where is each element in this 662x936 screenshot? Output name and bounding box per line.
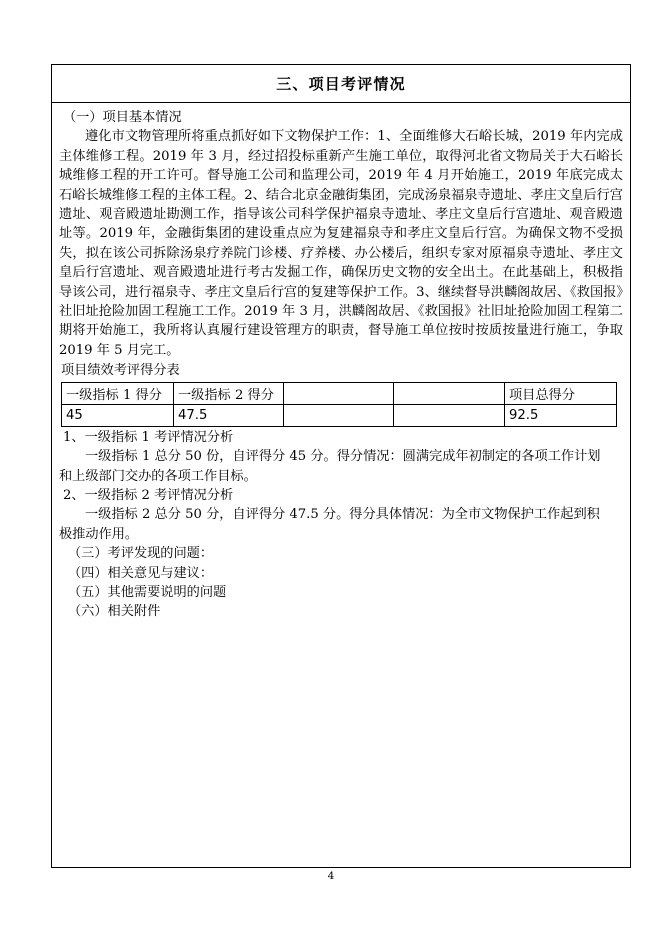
analysis-paragraph-indicator-1-line-1: 一级指标 1 总分 50 份，自评得分 45 分。得分情况：圆满完成年初制定的各项工作计划 [85, 449, 601, 465]
table-header-cell-5: 项目总得分 [505, 382, 617, 404]
table-value-cell-5: 92.5 [505, 404, 617, 426]
analysis-heading-indicator-1: 1、一级指标 1 考评情况分析 [63, 429, 234, 445]
table-header-cell-4 [394, 382, 505, 404]
analysis-paragraph-indicator-2-line-2: 极推动作用。 [59, 526, 139, 542]
analysis-heading-indicator-2: 2、一级指标 2 考评情况分析 [63, 487, 234, 503]
section-heading-problems-found: （三）考评发现的问题： [68, 546, 214, 562]
section-heading-opinions-suggestions: （四）相关意见与建议： [68, 565, 214, 581]
section-heading-basic-info: （一）项目基本情况 [63, 110, 182, 125]
table-row-values [62, 404, 617, 426]
table-header-cell-2: 一级指标 2 得分 [174, 382, 284, 404]
analysis-paragraph-indicator-1-line-2: 和上级部门交办的各项工作目标。 [59, 468, 257, 484]
section-paragraph-basic-info: 遵化市文物管理所将重点抓好如下文物保护工作：1、全面维修大石峪长城，2019 年内完成主体维修工程。2019 年 3 月，经过招投标重新产生施工单位，取得河北省文物局关于大石峪长城维修工程的开工许可。督导施工公司和监理公司，2019 年 4 月开始施工，2019 年底完成太石峪长城维修工程的主体工程。2、结合北京金融街集团，完成汤泉福泉寺遗址、孝庄文皇后行宫遗址、观音殿遗址勘测工作，指导该公司科学保护福泉寺遗址、孝庄文皇后行宫遗址、观音殿遗址等。2019 年，金融街集团的建设重点应为复建福泉寺和孝庄文皇后行宫。为确保文物不受损失，拟在该公司拆除汤泉疗养院门诊楼、疗养楼、办公楼后，组织专家对原福泉寺遗址、孝庄文皇后行宫遗址、观音殿遗址进行考古发掘工作，确保历史文物的安全出土。在此基础上，积极指导该公司，进行福泉寺、孝庄文皇后行宫的复建等保护工作。3、继续督导洪麟阁故居、《救国报》社旧址抢险加固工程施工工作。2019 年 3 月，洪麟阁故居、《救国报》社旧址抢险加固工程第二期将开始施工，我所将认真履行建设管理方的职责，督导施工单位按时按质按量进行施工，争取 2019 年 5 月完工。 [59, 129, 623, 358]
score-table-caption: 项目绩效考评得分表 [61, 363, 180, 379]
table-value-cell-2: 47.5 [174, 404, 284, 426]
table-value-cell-1: 45 [62, 404, 174, 426]
section-heading-other-notes: （五）其他需要说明的问题 [68, 584, 227, 600]
page-title: 三、项目考评情况 [276, 75, 406, 93]
analysis-paragraph-indicator-2-line-1: 一级指标 2 总分 50 分，自评得分 47.5 分。得分具体情况：为全市文物保护工作起到积 [85, 507, 600, 523]
table-header-cell-1: 一级指标 1 得分 [62, 382, 174, 404]
table-value-cell-4 [394, 404, 505, 426]
document-body [52, 103, 630, 622]
score-table [61, 382, 617, 427]
table-header-cell-3 [284, 382, 394, 404]
title-band [52, 65, 630, 103]
document-frame [51, 64, 631, 868]
section-heading-attachments: （六）相关附件 [68, 604, 161, 620]
page-number: 4 [327, 870, 335, 882]
table-row-headers [62, 382, 617, 404]
table-value-cell-3 [284, 404, 394, 426]
